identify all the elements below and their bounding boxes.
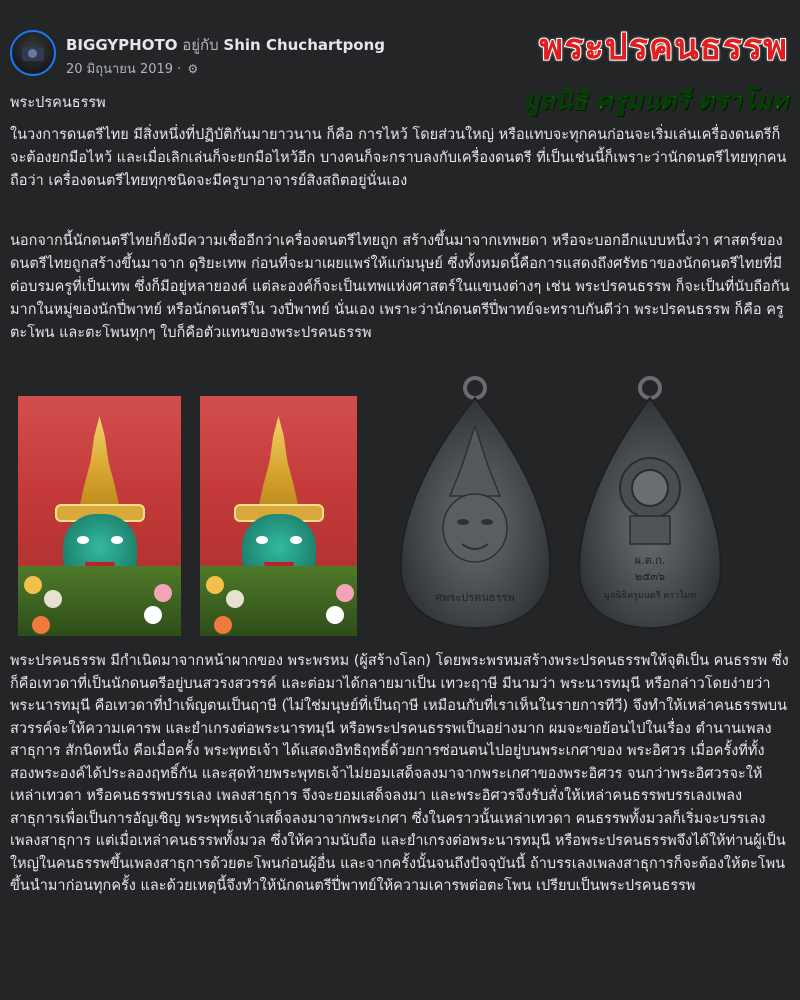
loop-ring — [640, 378, 660, 398]
post-paragraph-1: ในวงการดนตรีไทย มีสิ่งหนึ่งที่ปฏิบัติกันมายาวนาน ก็คือ การไหว้ โดยส่วนใหญ่ หรือแทบจะทุกคนก่อนจะเริ่มเล่นเครื่องดนตรีก็จะต้องยกมือไหว้ และเมื่อเลิกเล่นก็จะยกมือไหว้อีก บางคนก็จะกราบลงกับเครื่องดนตรี ที่เป็นเช่นนี้ก็เพราะว่านักดนตรีไทยทุกคนถือว่า เครื่องดนตรีไทยทุกชนิดจะมีครูบาอาจารย์สิงสถิตอยู่นั่นเอง — [10, 127, 787, 189]
loop-ring — [465, 378, 485, 398]
drum-inner — [632, 470, 668, 506]
gear-icon[interactable]: ⚙ — [187, 62, 199, 76]
amulet-back-svg — [568, 376, 733, 632]
amulet-back-line3: มูลนิธิครูมนตรี ตราโมท — [603, 591, 697, 601]
overlay-subtitle: มูลนิธิ ครูมนตรี ตราโมท — [522, 86, 788, 115]
tagged-user[interactable]: Shin Chuchartpong — [223, 36, 386, 54]
amulet-front-photo[interactable] — [388, 376, 563, 632]
post-paragraph-3: พระปรคนธรรพ มีกำเนิดมาจากหน้าผากของ พระพรหม (ผู้สร้างโลก) โดยพระพรหมสร้างพระปรคนธรรพให้จุติเป็น คนธรรพ ซึ่งก็คือเทวดาที่เป็นนักดนตรีอยู่บนสวรงสวรรค์ และต่อมาได้กลายมาเป็น เทวะฤาษี มีนามว่า พระนารทมุนี หรือกล่าวโดยง่ายว่า พระนารทมุนี คือเทวดาที่บำเพ็ญตนเป็นฤาษี (ไม่ใช่มนุษย์ที่เป็นฤาษี เหมือนกับที่เราเห็นในรายการทีวี) จึงทำให้เหล่าคนธรรพบนสวรรค์จะให้ความเคารพ และยำเกรงต่อพระนารทมุนี หรือพระปรคนธรรพเป็นอย่างมาก ผมจะขอย้อนไปในเรื่อง ตำนานเพลงสาธุการ สักนิดหนึ่ง คือเมื่อครั้ง พระพุทธเจ้า ได้แสดงอิทธิฤทธิ์ด้วยการซ่อนตนไปอยู่บนพระเกศาของ พระอิศวร เมื่อครั้งที่ทั้งสองพระองค์ได้ประลองฤทธิ์กัน และสุดท้ายพระพุทธเจ้าไม่ยอมเสด็จลงมาจากพระเกศาของพระอิศวร จนกว่าพระอิศวรจะให้เหล่าเทวดา หรือคนธรรพบรรเลง เพลงสาธุการ จึงจะยอมเสด็จลงมา และพระอิศวรจึงรับสั่งให้เหล่าคนธรรพบรรเลงเพลงสาธุการเพื่อเป็นการอัญเชิญ พระพุทธเจ้าเสด็จลงมาจากพระเกศา ซึ่งในคราวนั้นเหล่าเทวดา คนธรรพทั้งมวลก็เริ่มจะบรรเลงเพลงสาธุการ แต่เมื่อเหล่าคนธรรพทั้งมวล ซึ่งให้ความนับถือ และยำเกรงต่อพระนารทมุนี หรือพระปรคนธรรพจึงได้ให้ท่านผู้เป็นใหญ่ในคนธรรพขึ้นเพลงสาธุการด้วยตะโพนก่อนผู้อื่น และจากครั้งนั้นจนถึงปัจจุบันนี้ ถ้าบรรเลงเพลงสาธุการก็จะต้องให้ตะโพนขึ้นนำมาก่อนทุกครั้ง และด้วยเหตุนี้จึงทำให้นักดนตรีปี่พาทย์ให้ความเคารพต่อตะโพน เปรียบเป็นพระปรคนธรรพ — [10, 653, 789, 894]
amulet-front-svg — [388, 376, 563, 632]
amulet-back-line1: ผ.ต.ก. — [634, 554, 666, 567]
post-date[interactable]: 20 มิถุนายน 2019 — [66, 62, 174, 77]
meta-separator: · — [177, 62, 182, 77]
overlay-title: พระปรคนธรรพ — [539, 27, 788, 68]
flowers — [18, 566, 181, 636]
post-paragraph-2: นอกจากนี้นักดนตรีไทยก็ยังมีความเชื่ออีกว่าเครื่องดนตรีไทยถูก สร้างขึ้นมาจากเทพยดา หรือจะบอกอีกแบบหนึ่งว่า ศาสตร์ของดนตรีไทยถูกสร้างขึ้นมาจาก ดุริยะเทพ ก่อนที่จะมาเผยแพร่ให้แก่มนุษย์ ซึ่งทั้งหมดนี้คือการแสดงถึงศรัทธาของนักดนตรีไทยที่มีต่อบรมครูที่เป็นเทพ ซึ่งก็มีอยู่หลายองค์ แต่ละองค์ก็จะเป็นเทพแห่งศาสตร์ในแขนงต่างๆ เช่น พระปรคนธรรพ ก็จะเป็นที่นับถือกันมากในหมู่ของนักปี่พาทย์ หรือนักดนตรีใน วงปี่พาทย์ นั่นเอง เพราะว่านักดนตรีปี่พาทย์จะทราบกันดีว่า พระปรคนธรรพ ก็คือ ครูตะโพน และตะโพนทุกๆ ใบก็คือตัวแทนของพระปรคนธรรพ — [10, 233, 790, 341]
author-name[interactable]: BIGGYPHOTO — [66, 36, 178, 54]
khon-mask-photo-1[interactable] — [18, 396, 181, 636]
amulet-back-line2: ๒๕๓๖ — [634, 570, 666, 583]
amulet-front-text: ศพระปรคนธรรพ — [435, 591, 515, 604]
with-text: อยู่กับ — [182, 36, 219, 54]
author-line — [66, 33, 385, 57]
post-meta — [66, 58, 198, 79]
amulet-back-photo[interactable] — [568, 376, 733, 632]
drum-body — [630, 516, 670, 544]
flowers — [200, 566, 357, 636]
deity-face — [443, 494, 507, 562]
post-header — [10, 30, 410, 80]
khon-mask-photo-2[interactable] — [200, 396, 357, 636]
camera-icon — [22, 47, 44, 61]
post-heading: พระปรคนธรรพ — [10, 95, 106, 111]
avatar[interactable] — [10, 30, 56, 76]
